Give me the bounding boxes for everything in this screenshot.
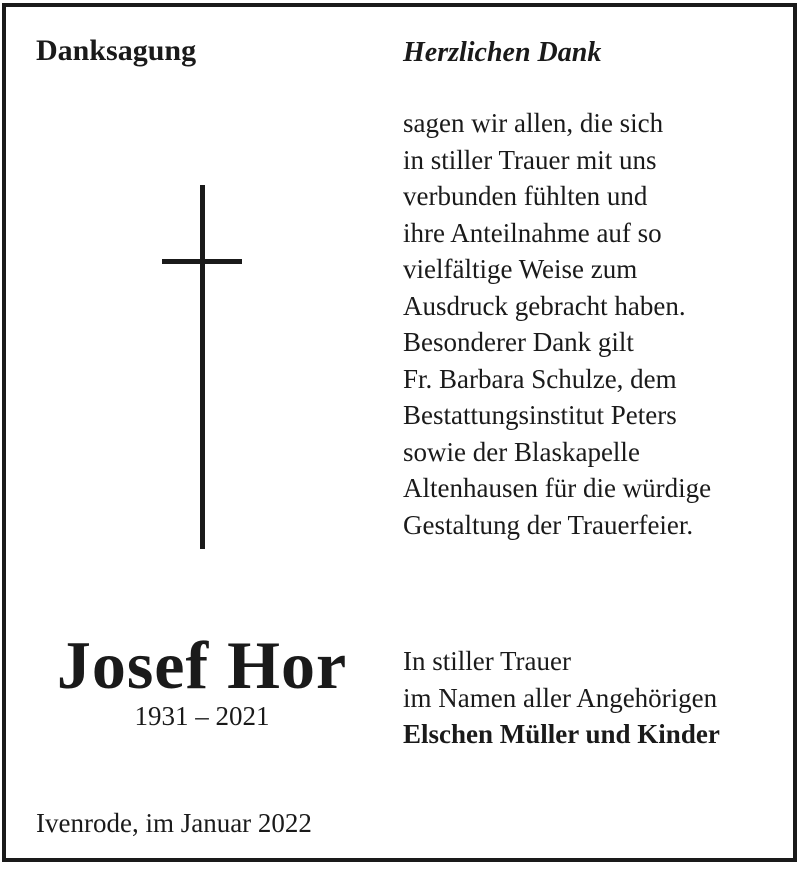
obituary-notice xyxy=(2,3,797,862)
thanks-line: Ausdruck gebracht haben. xyxy=(403,290,686,321)
thanks-line: Gestaltung der Trauerfeier. xyxy=(403,509,694,540)
thanks-line: verbunden fühlten und xyxy=(403,181,648,211)
thanks-line: Bestattungsinstitut Peters xyxy=(403,400,677,430)
mourners-block xyxy=(403,643,720,753)
mourners-line: In stiller Trauer xyxy=(403,646,571,676)
heading-herzlichen-dank: Herzlichen Dank xyxy=(403,37,602,68)
thanks-line: Besonderer Dank gilt xyxy=(403,327,634,357)
deceased-dates: 1931 – 2021 xyxy=(134,701,270,731)
cross-vertical-bar xyxy=(200,185,205,549)
thanks-line: vielfältige Weise zum xyxy=(403,254,638,284)
place-and-date: Ivenrode, im Januar 2022 xyxy=(36,808,312,838)
thanks-text-block xyxy=(403,105,711,543)
thanks-line: sowie der Blaskapelle xyxy=(403,436,640,467)
thanks-line: sagen wir allen, die sich xyxy=(403,108,664,138)
heading-danksagung: Danksagung xyxy=(36,34,197,67)
cross-horizontal-bar xyxy=(162,259,242,264)
mourners-line: im Namen aller Angehörigen xyxy=(403,682,718,713)
thanks-line: Fr. Barbara Schulze, dem xyxy=(403,363,677,394)
thanks-line: ihre Anteilnahme auf so xyxy=(403,217,662,248)
deceased-name: Josef Hor xyxy=(56,627,348,703)
thanks-line: Altenhausen für die würdige xyxy=(403,473,712,503)
thanks-line: in stiller Trauer mit uns xyxy=(403,144,657,175)
mourners-family: Elschen Müller und Kinder xyxy=(403,719,720,749)
